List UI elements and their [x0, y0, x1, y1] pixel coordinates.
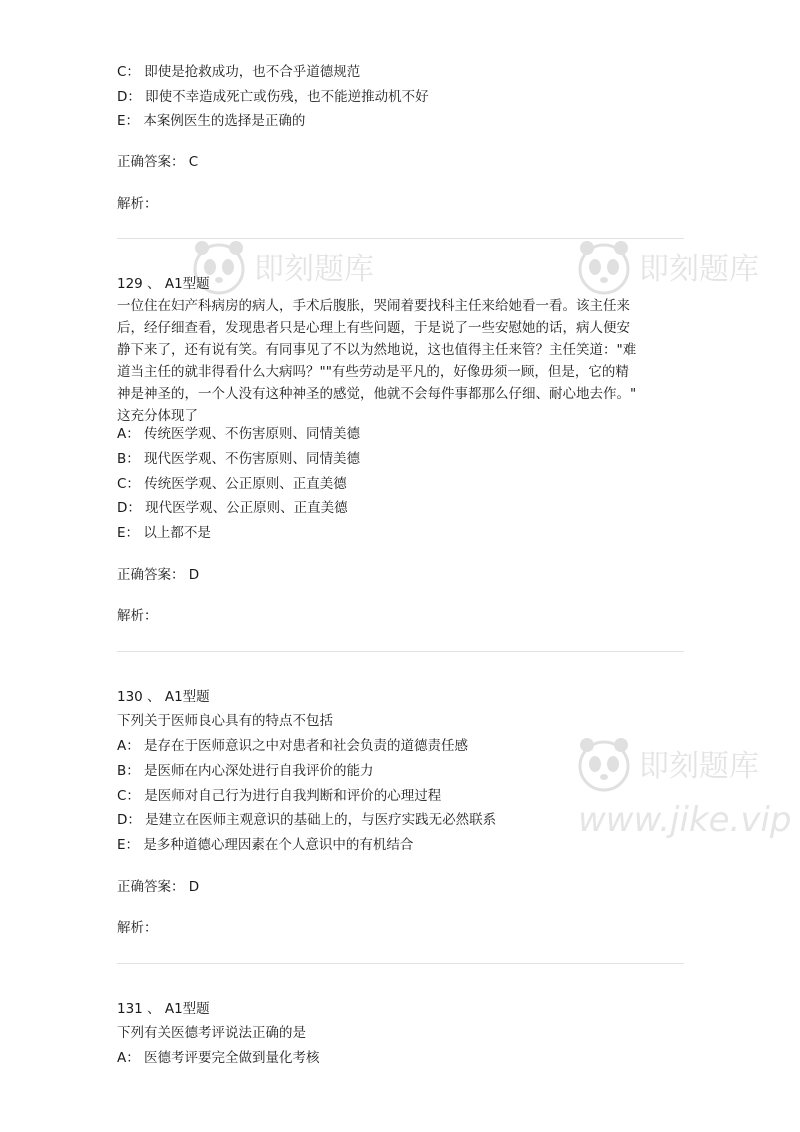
q128-option-c: C： 即使是抢救成功，也不合乎道德规范 — [117, 64, 361, 80]
q129-stem-line: 神是神圣的，一个人没有这种神圣的感觉，他就不会每件事都那么仔细、耐心地去作。" — [117, 386, 637, 402]
q130-option-b: B： 是医师在内心深处进行自我评价的能力 — [117, 763, 374, 779]
watermark-brand: 即刻题库 — [254, 252, 374, 287]
watermark-url: www.jike.vip — [578, 800, 792, 840]
q129-stem-line: 一位住在妇产科病房的病人，手术后腹胀，哭闹着要找科主任来给她看一看。该主任来 — [117, 298, 630, 314]
panda-logo-icon — [575, 238, 633, 296]
q130-analysis: 解析： — [117, 920, 158, 936]
q130-header: 130 、 A1型题 — [117, 689, 210, 705]
q129-stem-line: 静下来了，还有说有笑。有同事见了不以为然地说，这也值得主任来管？主任笑道："难 — [117, 342, 637, 358]
q129-stem — [117, 295, 687, 427]
q131-option-a: A： 医德考评要完全做到量化考核 — [117, 1050, 320, 1066]
q130-option-c: C： 是医师对自己行为进行自我判断和评价的心理过程 — [117, 788, 442, 804]
q128-option-e: E： 本案例医生的选择是正确的 — [117, 113, 306, 129]
divider — [117, 963, 684, 964]
q129-stem-line: 这充分体现了 — [117, 408, 198, 424]
q130-option-a: A： 是存在于医师意识之中对患者和社会负责的道德责任感 — [117, 738, 469, 754]
q129-analysis: 解析： — [117, 608, 158, 624]
q129-option-e: E： 以上都不是 — [117, 525, 211, 541]
q129-option-b: B： 现代医学观、不伤害原则、同情美德 — [117, 451, 361, 467]
q129-option-d: D： 现代医学观、公正原则、正直美德 — [117, 500, 348, 516]
q130-answer: 正确答案： D — [117, 879, 200, 895]
watermark-brand: 即刻题库 — [639, 252, 759, 287]
q128-answer: 正确答案： C — [117, 154, 199, 170]
panda-logo-icon — [575, 735, 633, 793]
watermark-logo-right — [575, 238, 800, 298]
q128-analysis: 解析： — [117, 196, 158, 212]
q129-header: 129 、 A1型题 — [117, 276, 210, 292]
q129-option-c: C： 传统医学观、公正原则、正直美德 — [117, 476, 347, 492]
divider — [117, 238, 684, 239]
watermark-brand: 即刻题库 — [639, 749, 759, 784]
watermark-logo-mid — [575, 735, 800, 795]
q130-option-d: D： 是建立在医师主观意识的基础上的，与医疗实践无必然联系 — [117, 812, 497, 828]
q131-stem: 下列有关医德考评说法正确的是 — [117, 1025, 306, 1041]
q129-option-a: A： 传统医学观、不伤害原则、同情美德 — [117, 426, 361, 442]
watermark-logo-left — [190, 238, 440, 298]
q130-option-e: E： 是多种道德心理因素在个人意识中的有机结合 — [117, 837, 414, 853]
q129-stem-line: 后，经仔细查看，发现患者只是心理上有些问题，于是说了一些安慰她的话，病人便安 — [117, 320, 630, 336]
q129-answer: 正确答案： D — [117, 567, 200, 583]
q129-stem-line: 道当主任的就非得看什么大病吗？""有些劳动是平凡的，好像毋须一顾，但是，它的精 — [117, 364, 629, 380]
q130-stem: 下列关于医师良心具有的特点不包括 — [117, 713, 333, 729]
q128-option-d: D： 即使不幸造成死亡或伤残，也不能逆推动机不好 — [117, 89, 429, 105]
q131-header: 131 、 A1型题 — [117, 1001, 210, 1017]
divider — [117, 651, 684, 652]
